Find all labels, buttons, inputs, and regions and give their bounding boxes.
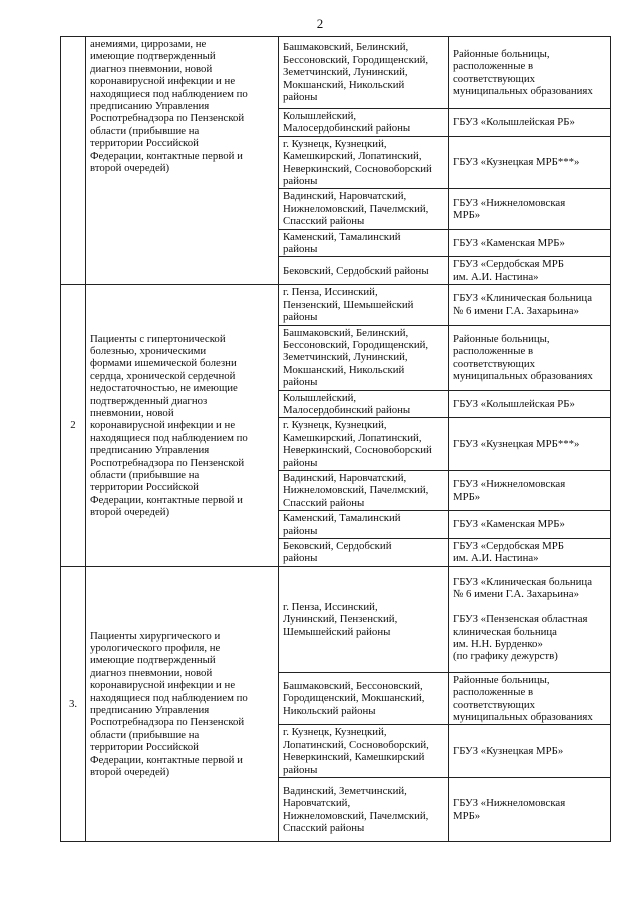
text-line: расположенные в bbox=[453, 345, 534, 358]
text-line: Пензенский, Шемышейский bbox=[283, 298, 414, 311]
text-line: анемиями, циррозами, не bbox=[90, 38, 207, 50]
text-line: области (прибывшие на bbox=[90, 124, 200, 137]
text-line: ГБУЗ «Кузнецкая МРБ***» bbox=[453, 437, 580, 450]
text-line: районы bbox=[283, 311, 318, 324]
text-line: ГБУЗ «Клиническая больница bbox=[453, 575, 593, 588]
text-line: муниципальных образованиях bbox=[453, 369, 593, 382]
districts-cell bbox=[279, 285, 449, 325]
section-number bbox=[61, 37, 86, 285]
text-line: № 6 имени Г.А. Захарьина» bbox=[453, 304, 579, 317]
text-line: Городищенский, Мокшанский, bbox=[283, 692, 425, 705]
hospital-cell bbox=[449, 778, 611, 842]
hospital-cell bbox=[449, 285, 611, 325]
text-line: Колышлейский, bbox=[283, 110, 357, 122]
districts-cell bbox=[279, 136, 449, 189]
text-line: Неверкинский, Камешкирский bbox=[283, 751, 425, 764]
text-line: Бековский, Сердобский районы bbox=[283, 264, 429, 277]
text-line: ГБУЗ «Каменская МРБ» bbox=[453, 518, 565, 531]
text-line: Неверкинский, Сосновоборский bbox=[283, 162, 432, 175]
text-line: Башмаковский, Белинский, bbox=[283, 41, 409, 54]
text-line: Башмаковский, Бессоновский, bbox=[283, 680, 423, 693]
text-line: им. А.И. Настина» bbox=[453, 552, 539, 565]
text-line: второй очередей) bbox=[90, 765, 170, 778]
text-line: области (прибывшие на bbox=[90, 728, 200, 741]
text-line: расположенные в bbox=[453, 686, 534, 699]
hospital-cell bbox=[449, 325, 611, 390]
districts-cell bbox=[279, 325, 449, 390]
text-line: ГБУЗ «Нижнеломовская bbox=[453, 797, 566, 810]
text-line: ГБУЗ «Колышлейская РБ» bbox=[453, 116, 575, 129]
text-line: Каменский, Тамалинский bbox=[283, 230, 401, 243]
hospital-cell bbox=[449, 229, 611, 257]
text-line: Спасский районы bbox=[283, 215, 365, 228]
text-line: г. Кузнецк, Кузнецкий, bbox=[283, 137, 387, 150]
patient-category-cell bbox=[86, 566, 279, 841]
text-line: Бессоновский, Городищенский, bbox=[283, 338, 429, 351]
text-line: Пациенты хирургического и bbox=[90, 629, 221, 642]
text-line: урологического профиля, не bbox=[90, 641, 221, 654]
hospital-cell bbox=[449, 136, 611, 189]
hospital-routing-table bbox=[60, 36, 611, 842]
text-line: имеющие подтвержденный bbox=[90, 654, 216, 667]
text-line: г. Пенза, Иссинский, bbox=[283, 286, 378, 299]
districts-cell bbox=[279, 257, 449, 285]
table-row bbox=[61, 37, 611, 109]
patient-category-cell bbox=[86, 37, 279, 285]
text-line: ГБУЗ «Колышлейская РБ» bbox=[453, 397, 575, 410]
districts-cell bbox=[279, 390, 449, 418]
text-line: Федерации, контактные первой и bbox=[90, 753, 243, 766]
text-line: МРБ» bbox=[453, 490, 481, 503]
hospital-cell bbox=[449, 566, 611, 672]
text-line: Неверкинский, Сосновоборский bbox=[283, 444, 432, 457]
text-line: Районные больницы, bbox=[453, 332, 550, 345]
text-line: Районные больницы, bbox=[453, 47, 550, 60]
text-line: ГБУЗ «Клиническая больница bbox=[453, 292, 593, 305]
text-line: предписанию Управления bbox=[90, 100, 210, 113]
text-line: МРБ» bbox=[453, 209, 481, 222]
districts-cell bbox=[279, 672, 449, 725]
text-line: районы bbox=[283, 243, 318, 256]
text-line: Пациенты с гипертонической bbox=[90, 332, 226, 345]
text-line: Башмаковский, Белинский, bbox=[283, 326, 409, 339]
text-line: им. А.И. Настина» bbox=[453, 270, 539, 283]
text-line: ГБУЗ «Каменская МРБ» bbox=[453, 236, 565, 249]
text-line: имеющие подтвержденный bbox=[90, 50, 216, 63]
hospital-cell bbox=[449, 37, 611, 109]
text-line: коронавирусной инфекции и не bbox=[90, 75, 236, 88]
text-line: им. Н.Н. Бурденко» bbox=[453, 637, 543, 650]
text-line: Вадинский, Земетчинский, bbox=[283, 784, 407, 797]
text-line: формами ишемической болезни bbox=[90, 357, 237, 370]
text-line: ГБУЗ «Кузнецкая МРБ***» bbox=[453, 156, 580, 169]
text-line: второй очередей) bbox=[90, 506, 170, 519]
text-line: Нижнеломовский, Пачелмский, bbox=[283, 202, 429, 215]
hospital-cell bbox=[449, 189, 611, 229]
hospital-cell bbox=[449, 511, 611, 539]
text-line: ГБУЗ «Сердобская МРБ bbox=[453, 540, 564, 552]
text-line: недостаточностью, не имеющие bbox=[90, 382, 238, 395]
text-line: предписанию Управления bbox=[90, 444, 210, 457]
text-line: районы bbox=[283, 175, 318, 188]
page-number: 2 bbox=[316, 16, 324, 31]
text-line: Лопатинский, Сосновоборский, bbox=[283, 738, 429, 751]
hospital-cell bbox=[449, 257, 611, 285]
text-line: районы bbox=[283, 456, 318, 469]
hospital-cell bbox=[449, 725, 611, 778]
text-line: Лунинский, Пензенский, bbox=[283, 613, 398, 626]
text-line: ГБУЗ «Пензенская областная bbox=[453, 613, 588, 626]
text-line: Роспотребнадзора по Пензенской bbox=[90, 716, 245, 729]
hospital-cell bbox=[449, 470, 611, 510]
districts-cell bbox=[279, 470, 449, 510]
text-line: Бессоновский, Городищенский, bbox=[283, 53, 429, 66]
text-line: Малосердобинский районы bbox=[283, 403, 411, 416]
text-line: (по графику дежурств) bbox=[453, 650, 558, 663]
text-line: МРБ» bbox=[453, 809, 481, 822]
text-line: Роспотребнадзора по Пензенской bbox=[90, 456, 245, 469]
text-line: находящиеся под наблюдением по bbox=[90, 87, 248, 100]
text-line: коронавирусной инфекции и не bbox=[90, 679, 236, 692]
text-line: ГБУЗ «Нижнеломовская bbox=[453, 196, 566, 209]
text-line: г. Кузнецк, Кузнецкий, bbox=[283, 726, 387, 739]
text-line: районы bbox=[283, 91, 318, 104]
text-line: Колышлейский, bbox=[283, 391, 357, 404]
districts-cell bbox=[279, 725, 449, 778]
text-line: районы bbox=[283, 763, 318, 776]
table-body bbox=[61, 37, 611, 842]
patient-category-cell bbox=[86, 285, 279, 567]
text-line: пневмонии, новой bbox=[90, 406, 174, 419]
text-line: Земетчинский, Лунинский, bbox=[283, 351, 408, 364]
text-line: муниципальных образованиях bbox=[453, 711, 593, 724]
districts-cell bbox=[279, 109, 449, 137]
text-line: подтвержденный диагноз bbox=[90, 394, 208, 407]
text-line: Федерации, контактные первой и bbox=[90, 149, 243, 162]
text-line: сердца, хронической сердечной bbox=[90, 369, 236, 382]
text-line: Мокшанский, Никольский bbox=[283, 78, 405, 91]
text-line: Спасский районы bbox=[283, 496, 365, 509]
table-row bbox=[61, 566, 611, 672]
text-line: второй очередей) bbox=[90, 162, 170, 175]
section-number: 3. bbox=[61, 566, 86, 841]
hospital-cell bbox=[449, 109, 611, 137]
text-line: соответствующих bbox=[453, 357, 536, 370]
text-line: Мокшанский, Никольский bbox=[283, 363, 405, 376]
text-line: Федерации, контактные первой и bbox=[90, 493, 243, 506]
text-line: диагноз пневмонии, новой bbox=[90, 62, 213, 75]
text-line: области (прибывшие на bbox=[90, 468, 200, 481]
text-line: Нижнеломовский, Пачелмский, bbox=[283, 809, 429, 822]
districts-cell bbox=[279, 511, 449, 539]
text-line: Бековский, Сердобский bbox=[283, 540, 392, 552]
text-line: районы bbox=[283, 524, 318, 537]
text-line: болезнью, хроническими bbox=[90, 344, 207, 357]
districts-cell bbox=[279, 778, 449, 842]
text-line: Вадинский, Наровчатский, bbox=[283, 471, 407, 484]
hospital-cell bbox=[449, 672, 611, 725]
text-line: № 6 имени Г.А. Захарьина» bbox=[453, 588, 579, 601]
text-line: расположенные в bbox=[453, 60, 534, 73]
text-line: Спасский районы bbox=[283, 821, 365, 834]
text-line: Земетчинский, Лунинский, bbox=[283, 66, 408, 79]
text-line bbox=[453, 601, 606, 613]
text-line: ГБУЗ «Кузнецкая МРБ» bbox=[453, 745, 564, 758]
text-line: диагноз пневмонии, новой bbox=[90, 666, 213, 679]
text-line: клиническая больница bbox=[453, 625, 557, 638]
text-line: Нижнеломовский, Пачелмский, bbox=[283, 484, 429, 497]
text-line: соответствующих bbox=[453, 698, 536, 711]
districts-cell bbox=[279, 37, 449, 109]
text-line: Районные больницы, bbox=[453, 673, 550, 686]
districts-cell bbox=[279, 229, 449, 257]
table-row bbox=[61, 285, 611, 325]
text-line: Камешкирский, Лопатинский, bbox=[283, 431, 422, 444]
hospital-cell bbox=[449, 390, 611, 418]
text-line: Шемышейский районы bbox=[283, 625, 391, 638]
text-line: г. Кузнецк, Кузнецкий, bbox=[283, 419, 387, 432]
text-line: территории Российской bbox=[90, 741, 199, 754]
text-line: Каменский, Тамалинский bbox=[283, 512, 401, 525]
text-line: находящиеся под наблюдением по bbox=[90, 431, 248, 444]
text-line: предписанию Управления bbox=[90, 703, 210, 716]
text-line: муниципальных образованиях bbox=[453, 84, 593, 97]
text-line: территории Российской bbox=[90, 137, 199, 150]
text-line: Малосердобинский районы bbox=[283, 122, 411, 135]
text-line: районы bbox=[283, 552, 318, 565]
text-line: ГБУЗ «Нижнеломовская bbox=[453, 478, 566, 491]
text-line: ГБУЗ «Сердобская МРБ bbox=[453, 258, 564, 271]
section-number: 2 bbox=[61, 285, 86, 567]
text-line: Наровчатский, bbox=[283, 797, 351, 810]
text-line: Никольский районы bbox=[283, 704, 376, 717]
text-line: находящиеся под наблюдением по bbox=[90, 691, 248, 704]
districts-cell bbox=[279, 539, 449, 567]
text-line: территории Российской bbox=[90, 481, 199, 494]
hospital-cell bbox=[449, 539, 611, 567]
text-line: районы bbox=[283, 376, 318, 389]
text-line: Вадинский, Наровчатский, bbox=[283, 190, 407, 203]
text-line: коронавирусной инфекции и не bbox=[90, 419, 236, 432]
text-line: Камешкирский, Лопатинский, bbox=[283, 150, 422, 163]
text-line: соответствующих bbox=[453, 72, 536, 85]
districts-cell bbox=[279, 418, 449, 471]
districts-cell bbox=[279, 566, 449, 672]
text-line: г. Пенза, Иссинский, bbox=[283, 600, 378, 613]
text-line: Роспотребнадзора по Пензенской bbox=[90, 112, 245, 125]
districts-cell bbox=[279, 189, 449, 229]
hospital-cell bbox=[449, 418, 611, 471]
